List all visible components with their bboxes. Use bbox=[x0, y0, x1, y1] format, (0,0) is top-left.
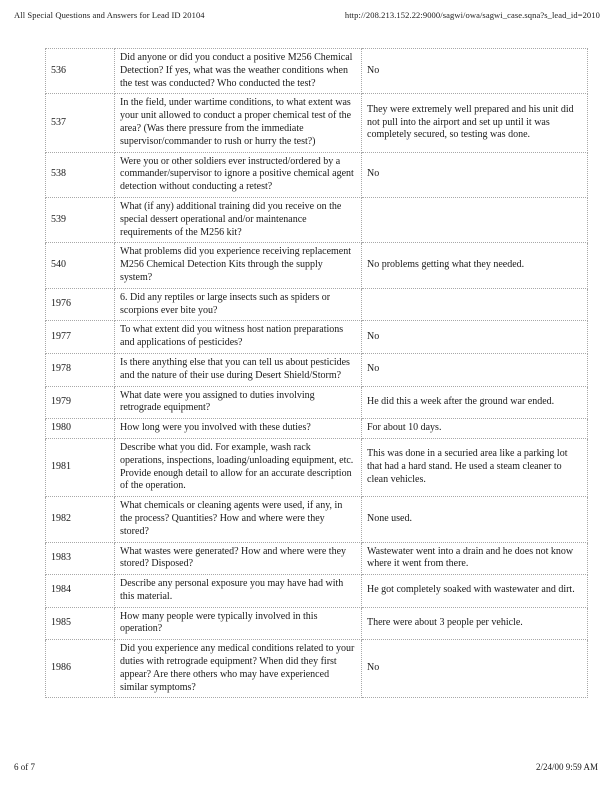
answer-cell: This was done in a securied area like a parking lot that had a hard stand. He used a steam cleaner to clean vehicles. bbox=[362, 438, 588, 496]
question-cell: What date were you assigned to duties involving retrograde equipment? bbox=[115, 386, 362, 419]
answer-cell: He got completely soaked with wastewater and dirt. bbox=[362, 575, 588, 608]
answer-cell: For about 10 days. bbox=[362, 419, 588, 439]
row-id: 1985 bbox=[46, 607, 115, 640]
qa-row bbox=[46, 243, 588, 288]
answer-cell: Wastewater went into a drain and he does not know where it went from there. bbox=[362, 542, 588, 575]
question-cell: What chemicals or cleaning agents were used, if any, in the process? Quantities? How and where were they stored? bbox=[115, 497, 362, 542]
row-id: 1979 bbox=[46, 386, 115, 419]
answer-cell: No bbox=[362, 152, 588, 197]
answer-cell: They were extremely well prepared and his unit did not pull into the airport and set up until it was completely secured, so testing was done. bbox=[362, 94, 588, 152]
answer-cell: There were about 3 people per vehicle. bbox=[362, 607, 588, 640]
answer-cell: No problems getting what they needed. bbox=[362, 243, 588, 288]
row-id: 539 bbox=[46, 197, 115, 242]
row-id: 1981 bbox=[46, 438, 115, 496]
qa-row bbox=[46, 607, 588, 640]
qa-row bbox=[46, 386, 588, 419]
row-id: 537 bbox=[46, 94, 115, 152]
qa-row bbox=[46, 542, 588, 575]
question-cell: What problems did you experience receiving replacement M256 Chemical Detection Kits through the supply system? bbox=[115, 243, 362, 288]
qa-row bbox=[46, 152, 588, 197]
row-id: 1984 bbox=[46, 575, 115, 608]
page-header bbox=[14, 10, 600, 20]
header-title: All Special Questions and Answers for Lead ID 20104 bbox=[14, 10, 205, 20]
row-id: 538 bbox=[46, 152, 115, 197]
qa-row bbox=[46, 438, 588, 496]
answer-cell: No bbox=[362, 353, 588, 386]
row-id: 1983 bbox=[46, 542, 115, 575]
row-id: 1986 bbox=[46, 640, 115, 698]
answer-cell: None used. bbox=[362, 497, 588, 542]
qa-row bbox=[46, 575, 588, 608]
row-id: 540 bbox=[46, 243, 115, 288]
answer-cell: He did this a week after the ground war ended. bbox=[362, 386, 588, 419]
question-cell: In the field, under wartime conditions, to what extent was your unit allowed to conduct a proper chemical test of the area? (Was there pressure from the immediate supervisor/commander to rush or hurry the test?) bbox=[115, 94, 362, 152]
question-cell: Describe what you did. For example, wash rack operations, inspections, loading/unloading equipment, etc. Provide enough detail to allow for an accurate description of the operation. bbox=[115, 438, 362, 496]
footer-page-number: 6 of 7 bbox=[14, 762, 35, 772]
qa-row bbox=[46, 197, 588, 242]
question-cell: Did anyone or did you conduct a positive M256 Chemical Detection? If yes, what was the weather conditions when the test was conducted? Who conducted the test? bbox=[115, 49, 362, 94]
question-cell: What wastes were generated? How and where were they stored? Disposed? bbox=[115, 542, 362, 575]
question-cell: What (if any) additional training did you receive on the special dessert operational and/or maintenance requirements of the M256 kit? bbox=[115, 197, 362, 242]
answer-cell bbox=[362, 288, 588, 321]
question-cell: Did you experience any medical conditions related to your duties with retrograde equipment? When did they first appear? Are there others who may have experienced similar symptoms? bbox=[115, 640, 362, 698]
answer-cell: No bbox=[362, 49, 588, 94]
qa-row bbox=[46, 419, 588, 439]
question-cell: 6. Did any reptiles or large insects such as spiders or scorpions ever bite you? bbox=[115, 288, 362, 321]
question-cell: How long were you involved with these duties? bbox=[115, 419, 362, 439]
qa-row bbox=[46, 288, 588, 321]
qa-table-body bbox=[46, 49, 588, 698]
qa-row bbox=[46, 49, 588, 94]
answer-cell: No bbox=[362, 640, 588, 698]
qa-row bbox=[46, 321, 588, 354]
page-footer bbox=[14, 762, 598, 772]
question-cell: Were you or other soldiers ever instructed/ordered by a commander/supervisor to ignore a positive chemical agent detection without conducting a retest? bbox=[115, 152, 362, 197]
question-cell: How many people were typically involved in this operation? bbox=[115, 607, 362, 640]
row-id: 1977 bbox=[46, 321, 115, 354]
footer-timestamp: 2/24/00 9:59 AM bbox=[535, 762, 598, 772]
row-id: 1982 bbox=[46, 497, 115, 542]
qa-table bbox=[45, 48, 588, 698]
qa-row bbox=[46, 640, 588, 698]
qa-row bbox=[46, 94, 588, 152]
qa-row bbox=[46, 353, 588, 386]
question-cell: Is there anything else that you can tell us about pesticides and the nature of their use during Desert Shield/Storm? bbox=[115, 353, 362, 386]
qa-row bbox=[46, 497, 588, 542]
row-id: 536 bbox=[46, 49, 115, 94]
question-cell: To what extent did you witness host nation preparations and applications of pesticides? bbox=[115, 321, 362, 354]
answer-cell bbox=[362, 197, 588, 242]
answer-cell: No bbox=[362, 321, 588, 354]
header-url: http://208.213.152.22:9000/sagwi/owa/sagwi_case.sqna?s_lead_id=2010 bbox=[344, 10, 600, 20]
row-id: 1980 bbox=[46, 419, 115, 439]
row-id: 1976 bbox=[46, 288, 115, 321]
question-cell: Describe any personal exposure you may have had with this material. bbox=[115, 575, 362, 608]
row-id: 1978 bbox=[46, 353, 115, 386]
